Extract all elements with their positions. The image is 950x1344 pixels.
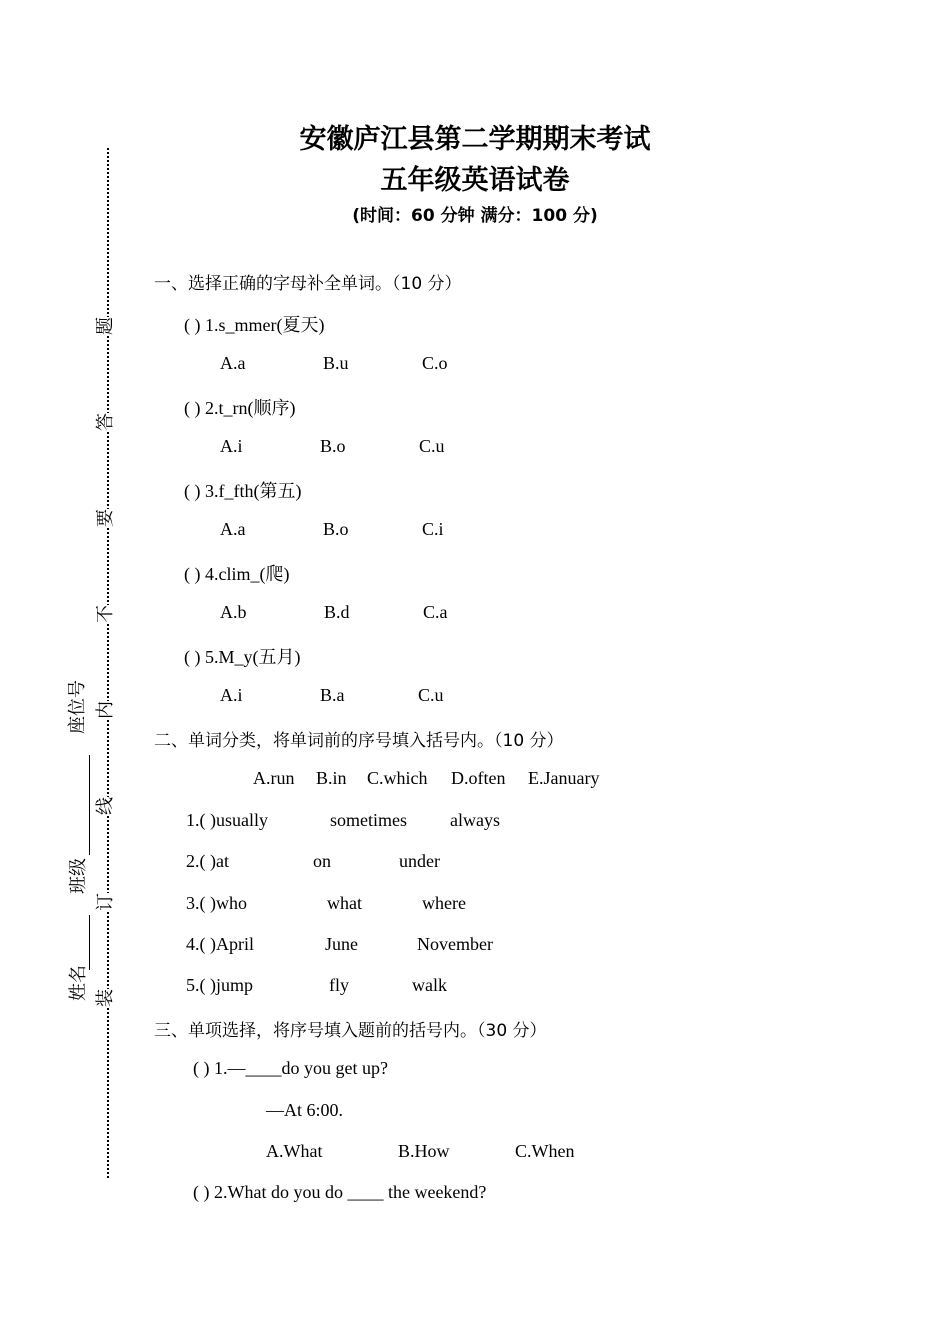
option: B.a bbox=[320, 685, 345, 705]
dialogue-answer: —At 6:00. bbox=[266, 1100, 344, 1120]
option: A.a bbox=[220, 519, 246, 539]
margin-char: 题 bbox=[95, 317, 116, 335]
classify-row-head: 2.( )at bbox=[186, 851, 229, 871]
class-label: 班级 bbox=[68, 858, 89, 894]
option: C.a bbox=[423, 602, 448, 622]
option: A.What bbox=[266, 1141, 323, 1161]
margin-char: 装 bbox=[95, 989, 116, 1007]
word-bank-item: A.run bbox=[253, 768, 295, 788]
seat-number-line bbox=[89, 755, 90, 855]
classify-word: on bbox=[313, 851, 331, 871]
classify-word: what bbox=[327, 893, 362, 913]
margin-char: 答 bbox=[95, 413, 116, 431]
option: A.b bbox=[220, 602, 247, 622]
question-stem: ( ) 1.—____do you get up? bbox=[193, 1058, 388, 1078]
margin-char: 不 bbox=[95, 605, 116, 623]
option: C.When bbox=[515, 1141, 575, 1161]
classify-word: under bbox=[399, 851, 440, 871]
option: A.i bbox=[220, 685, 243, 705]
section-3-heading: 三、单项选择，将序号填入题前的括号内。（30 分） bbox=[154, 1021, 547, 1041]
classify-word: walk bbox=[412, 975, 447, 995]
word-bank-item: C.which bbox=[367, 768, 428, 788]
question-stem: ( ) 5.M_y(五月) bbox=[184, 647, 301, 667]
margin-char: 要 bbox=[95, 509, 116, 527]
classify-row-head: 4.( )April bbox=[186, 934, 254, 954]
word-bank-item: D.often bbox=[451, 768, 506, 788]
word-bank-item: E.January bbox=[528, 768, 600, 788]
question-stem: ( ) 3.f_fth(第五) bbox=[184, 481, 302, 501]
binding-dotted-line bbox=[107, 148, 109, 1178]
classify-row-head: 5.( )jump bbox=[186, 975, 253, 995]
option: B.u bbox=[323, 353, 349, 373]
exam-title: 安徽庐江县第二学期期末考试 bbox=[299, 124, 651, 155]
classify-word: where bbox=[422, 893, 466, 913]
section-1-heading: 一、选择正确的字母补全单词。（10 分） bbox=[154, 274, 462, 294]
section-2-heading: 二、单词分类，将单词前的序号填入括号内。（10 分） bbox=[154, 731, 564, 751]
option: B.o bbox=[320, 436, 346, 456]
seat-number-label: 座位号 bbox=[67, 680, 88, 734]
classify-word: always bbox=[450, 810, 500, 830]
margin-char: 订 bbox=[95, 893, 116, 911]
option: C.u bbox=[419, 436, 445, 456]
exam-time-score: (时间：60 分钟 满分：100 分) bbox=[352, 206, 598, 226]
option: C.o bbox=[422, 353, 448, 373]
margin-char: 内 bbox=[95, 701, 116, 719]
exam-subtitle-grade: 五年级英语试卷 bbox=[380, 165, 570, 196]
class-line bbox=[89, 915, 90, 970]
classify-word: November bbox=[417, 934, 493, 954]
classify-row-head: 1.( )usually bbox=[186, 810, 268, 830]
classify-word: June bbox=[325, 934, 358, 954]
question-stem: ( ) 2.What do you do ____ the weekend? bbox=[193, 1182, 487, 1202]
name-label: 姓名 bbox=[68, 965, 89, 1001]
question-stem: ( ) 2.t_rn(顺序) bbox=[184, 398, 296, 418]
classify-word: sometimes bbox=[330, 810, 407, 830]
question-stem: ( ) 1.s_mmer(夏天) bbox=[184, 315, 325, 335]
classify-row-head: 3.( )who bbox=[186, 893, 247, 913]
option: B.d bbox=[324, 602, 350, 622]
option: C.i bbox=[422, 519, 444, 539]
classify-word: fly bbox=[329, 975, 349, 995]
question-stem: ( ) 4.clim_(爬) bbox=[184, 564, 290, 584]
option: B.How bbox=[398, 1141, 450, 1161]
option: A.i bbox=[220, 436, 243, 456]
option: B.o bbox=[323, 519, 349, 539]
word-bank-item: B.in bbox=[316, 768, 347, 788]
margin-char: 线 bbox=[95, 797, 116, 815]
option: C.u bbox=[418, 685, 444, 705]
option: A.a bbox=[220, 353, 246, 373]
